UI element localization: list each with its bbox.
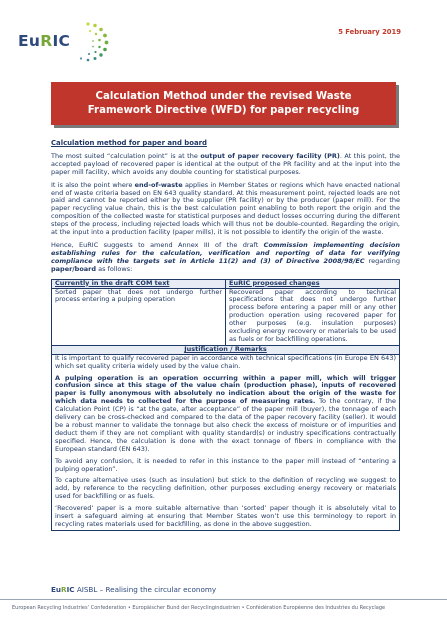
p3-text-bold: paper/board [51, 264, 97, 273]
document-title: Calculation Method under the revised Waste Framework Directive (WFD) for paper recycling [87, 90, 360, 116]
p1-text-c: . At this point, the accepted payload of recovered paper is identical at the output of the PR facility and at the input into the paper mill facility, which avoids any double counting for statistical purposes. [51, 151, 400, 176]
justification-para-2-bold: A pulping operation is an operation occurring within a paper mill, which will trigger confusion since at this stage of the value chain (production phase), inputs of recovered paper is fully anonymous with absolutely no indication about the origin of the waste for which data needs to collected for the purpose of measuring rates. [55, 373, 396, 406]
section-heading: Calculation method for paper and board [51, 139, 207, 147]
proposed-text-cell [226, 288, 400, 345]
proposal-table [51, 279, 400, 531]
col-proposed-header: EuRIC proposed changes [226, 279, 400, 288]
p3-text-e: as follows: [96, 264, 133, 273]
table-row [52, 288, 400, 345]
paragraph-amendment [51, 242, 400, 274]
justification-para-2-text: To the contrary, if the Calculation Point (CP) is “at the gate, after acceptance” of the paper mill (buyer), the tonnage of each delivery can be cross-checked and compared to the data of the paper recovery facility (seller). It would be a robust manner to validate the tonnage but also check the excess of moisture or of impurities and deduct them if they are not compliant with quality standard(s) or industry specifications contractually specified. Hence, the calculation is done with the exact tonnage of fibers in compliance with the European standard (EN 643). [55, 397, 396, 453]
col-current-header: Currently in the draft COM text [52, 279, 226, 288]
paragraph-end-of-waste [51, 182, 400, 237]
p3-text-italic: Commission implementing decision establishing rules for the calculation, verification and reporting of data for verifying compliance with the targets set in Article 11(2) and (3) of Directive 2008/98/EC [51, 240, 400, 265]
current-text-cell [52, 288, 226, 345]
footer-divider [0, 599, 447, 600]
proposed-text: Recovered paper according to technical specifications that does not undergo further process before entering a paper mill or any other production operation using recovered paper for other purposes (e.g. insulation purposes) excluding energy recovery or materials to be used as fuels or for backfilling operations. [229, 287, 396, 343]
logo-ic: IC [52, 32, 71, 50]
paragraph-calculation-point [51, 153, 400, 177]
justification-para-2 [55, 375, 396, 454]
justification-para-1: It is important to qualify recovered paper in accordance with technical specifications (in Europe EN 643) which set quality criteria widely used by the value chain. [55, 353, 396, 370]
p1-text-bold: output of paper recovery facility (PR) [200, 151, 340, 160]
footer-r: R [61, 585, 67, 594]
title-banner [51, 82, 396, 125]
footer-ic: IC [66, 585, 75, 594]
p1-text-a: The most suited “calculation point” is at the [51, 151, 201, 160]
justification-header: Justification / Remarks [52, 345, 400, 354]
p3-text-a: Hence, EuRIC suggests to amend Annex III of the draft [51, 240, 264, 249]
logo-wordmark [18, 32, 70, 50]
document-date: 5 February 2019 [338, 28, 401, 36]
current-text: Sorted paper that does not undergo further process entering a pulping operation [55, 287, 222, 304]
p3-text-c: regarding [364, 256, 400, 265]
logo-eu: Eu [18, 32, 41, 50]
footer-organisations: European Recycling Industries’ Confederation • Europäischer Bund der Recyclingindustrien • Confédération Européenne des Industries du Recyclage [12, 605, 386, 611]
logo-dots-icon [66, 20, 110, 64]
table-header-row [52, 279, 400, 288]
justification-para-4: To capture alternative uses (such as insulation) but stick to the definition of recycling we suggest to add, by reference to the recycling definition, other purposes excluding energy recovery or materials used for backfilling or as fuels. [55, 476, 396, 501]
p2-text-c: applies in Member States or regions which have enacted national end of waste criteria based on EN 643 quality standard. At this measurement point, rejected loads are not paid and cannot be reported either by the supplier (PR facility) or by the producer (paper mill). For the paper recycling value chain, this is the best calculation point enabling to both report the origin and the composition of the collected waste for statistical purposes and deduct losses occurring during the different steps of the process, including rejected loads which will thus not be double-counted. Regarding the origin, at the input into a production facility (paper mills), it is not possible to identify the origin of the waste. [51, 180, 400, 237]
justification-row [52, 354, 400, 530]
justification-cell [52, 354, 400, 530]
p2-text-a: It is also the point where [51, 180, 135, 189]
justification-para-5: ‘Recovered’ paper is a more suitable alternative than ‘sorted’ paper though it is absolutely vital to insert a safeguard aiming at ensuring that Member States won’t use this terminology to report in recycling rates materials used for backfilling, as done in the above suggestion. [55, 504, 396, 528]
justification-para-3: To avoid any confusion, it is needed to refer in this instance to the paper mill instead of “entering a pulping operation”. [55, 456, 396, 473]
main-content [51, 140, 400, 531]
justification-header-row [52, 345, 400, 354]
p2-text-bold: end-of-waste [134, 180, 183, 189]
footer-eu: Eu [51, 585, 62, 594]
logo-r: R [40, 32, 53, 50]
footer-tagline [51, 585, 216, 594]
euric-logo [18, 20, 108, 64]
footer-tag-rest: AISBL – Realising the circular economy [74, 585, 217, 594]
